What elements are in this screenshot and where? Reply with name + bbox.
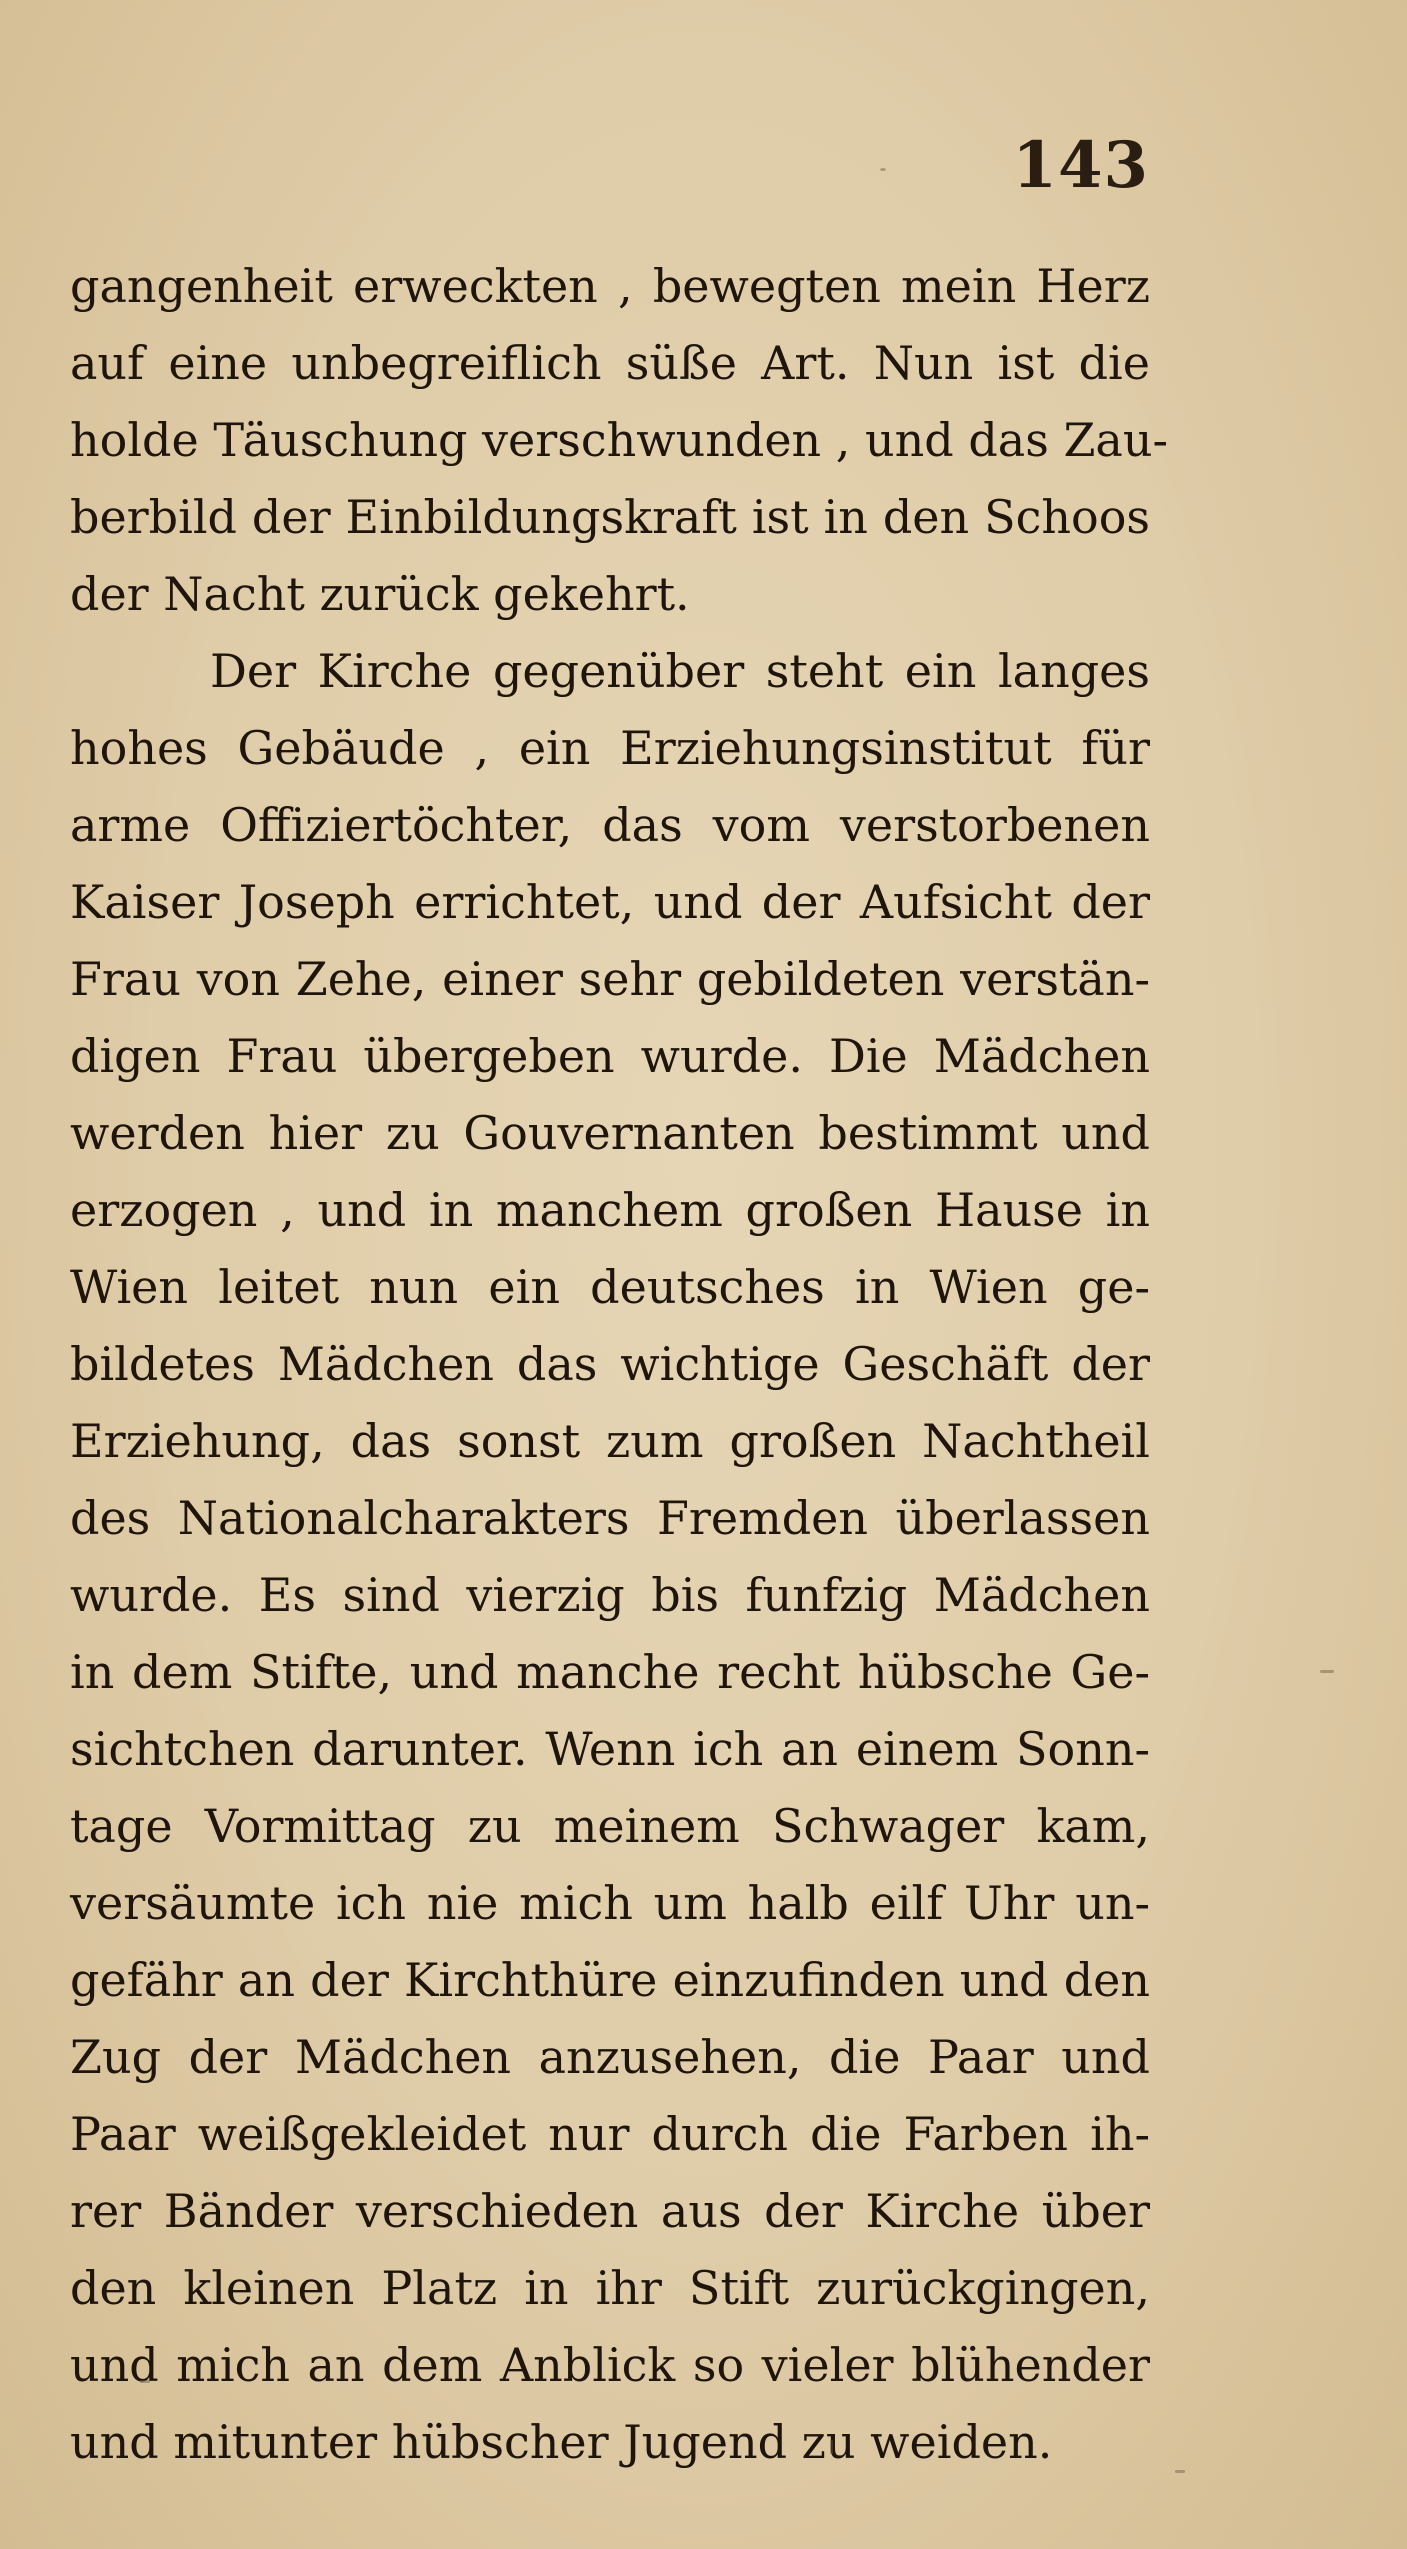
text-line: Kaiser Joseph errichtet, und der Aufsicht der bbox=[70, 875, 1150, 929]
text-line: erzogen , und in manchem großen Hause in bbox=[70, 1183, 1150, 1237]
text-line: und mitunter hübscher Jugend zu weiden. bbox=[70, 2415, 1053, 2469]
text-line: tage Vormittag zu meinem Schwager kam, bbox=[70, 1799, 1150, 1853]
text-line: Wien leitet nun ein deutsches in Wien ge- bbox=[70, 1260, 1150, 1314]
text-line: den kleinen Platz in ihr Stift zurückgingen, bbox=[70, 2261, 1150, 2315]
text-line: gefähr an der Kirchthüre einzufinden und den bbox=[70, 1953, 1150, 2007]
paper-speck bbox=[830, 2440, 833, 2454]
text-line: der Nacht zurück gekehrt. bbox=[70, 567, 690, 621]
paper-speck bbox=[1320, 1670, 1334, 1673]
text-line: Zug der Mädchen anzusehen, die Paar und bbox=[70, 2030, 1150, 2084]
text-line: Der Kirche gegenüber steht ein langes bbox=[210, 644, 1150, 698]
paper-speck bbox=[140, 2380, 150, 2383]
text-line: wurde. Es sind vierzig bis funfzig Mädchen bbox=[70, 1568, 1150, 1622]
text-line: auf eine unbegreiflich süße Art. Nun ist die bbox=[70, 336, 1150, 390]
text-line: digen Frau übergeben wurde. Die Mädchen bbox=[70, 1029, 1150, 1083]
text-line: sichtchen darunter. Wenn ich an einem Sonn- bbox=[70, 1722, 1150, 1776]
text-line: arme Offiziertöchter, das vom verstorbenen bbox=[70, 798, 1150, 852]
text-line: in dem Stifte, und manche recht hübsche Ge- bbox=[70, 1645, 1150, 1699]
text-line: bildetes Mädchen das wichtige Geschäft der bbox=[70, 1337, 1150, 1391]
body-text bbox=[70, 248, 1169, 2481]
text-line: und mich an dem Anblick so vieler blühender bbox=[70, 2338, 1150, 2392]
text-line: Frau von Zehe, einer sehr gebildeten verstän- bbox=[70, 952, 1150, 1006]
paper-speck bbox=[1175, 2470, 1185, 2473]
text-line: hohes Gebäude , ein Erziehungsinstitut für bbox=[70, 721, 1150, 775]
page-number: 143 bbox=[1012, 128, 1149, 203]
text-line: berbild der Einbildungskraft ist in den Schoos bbox=[70, 490, 1150, 544]
text-line: holde Täuschung verschwunden , und das Zau- bbox=[70, 413, 1169, 467]
text-line: rer Bänder verschieden aus der Kirche über bbox=[70, 2184, 1150, 2238]
text-line: Paar weißgekleidet nur durch die Farben ih- bbox=[70, 2107, 1150, 2161]
text-line: Erziehung, das sonst zum großen Nachtheil bbox=[70, 1414, 1150, 1468]
text-line: gangenheit erweckten , bewegten mein Herz bbox=[70, 259, 1150, 313]
paper-speck bbox=[880, 168, 886, 171]
text-line: des Nationalcharakters Fremden überlassen bbox=[70, 1491, 1150, 1545]
text-line: werden hier zu Gouvernanten bestimmt und bbox=[70, 1106, 1150, 1160]
text-line: versäumte ich nie mich um halb eilf Uhr un- bbox=[70, 1876, 1150, 1930]
